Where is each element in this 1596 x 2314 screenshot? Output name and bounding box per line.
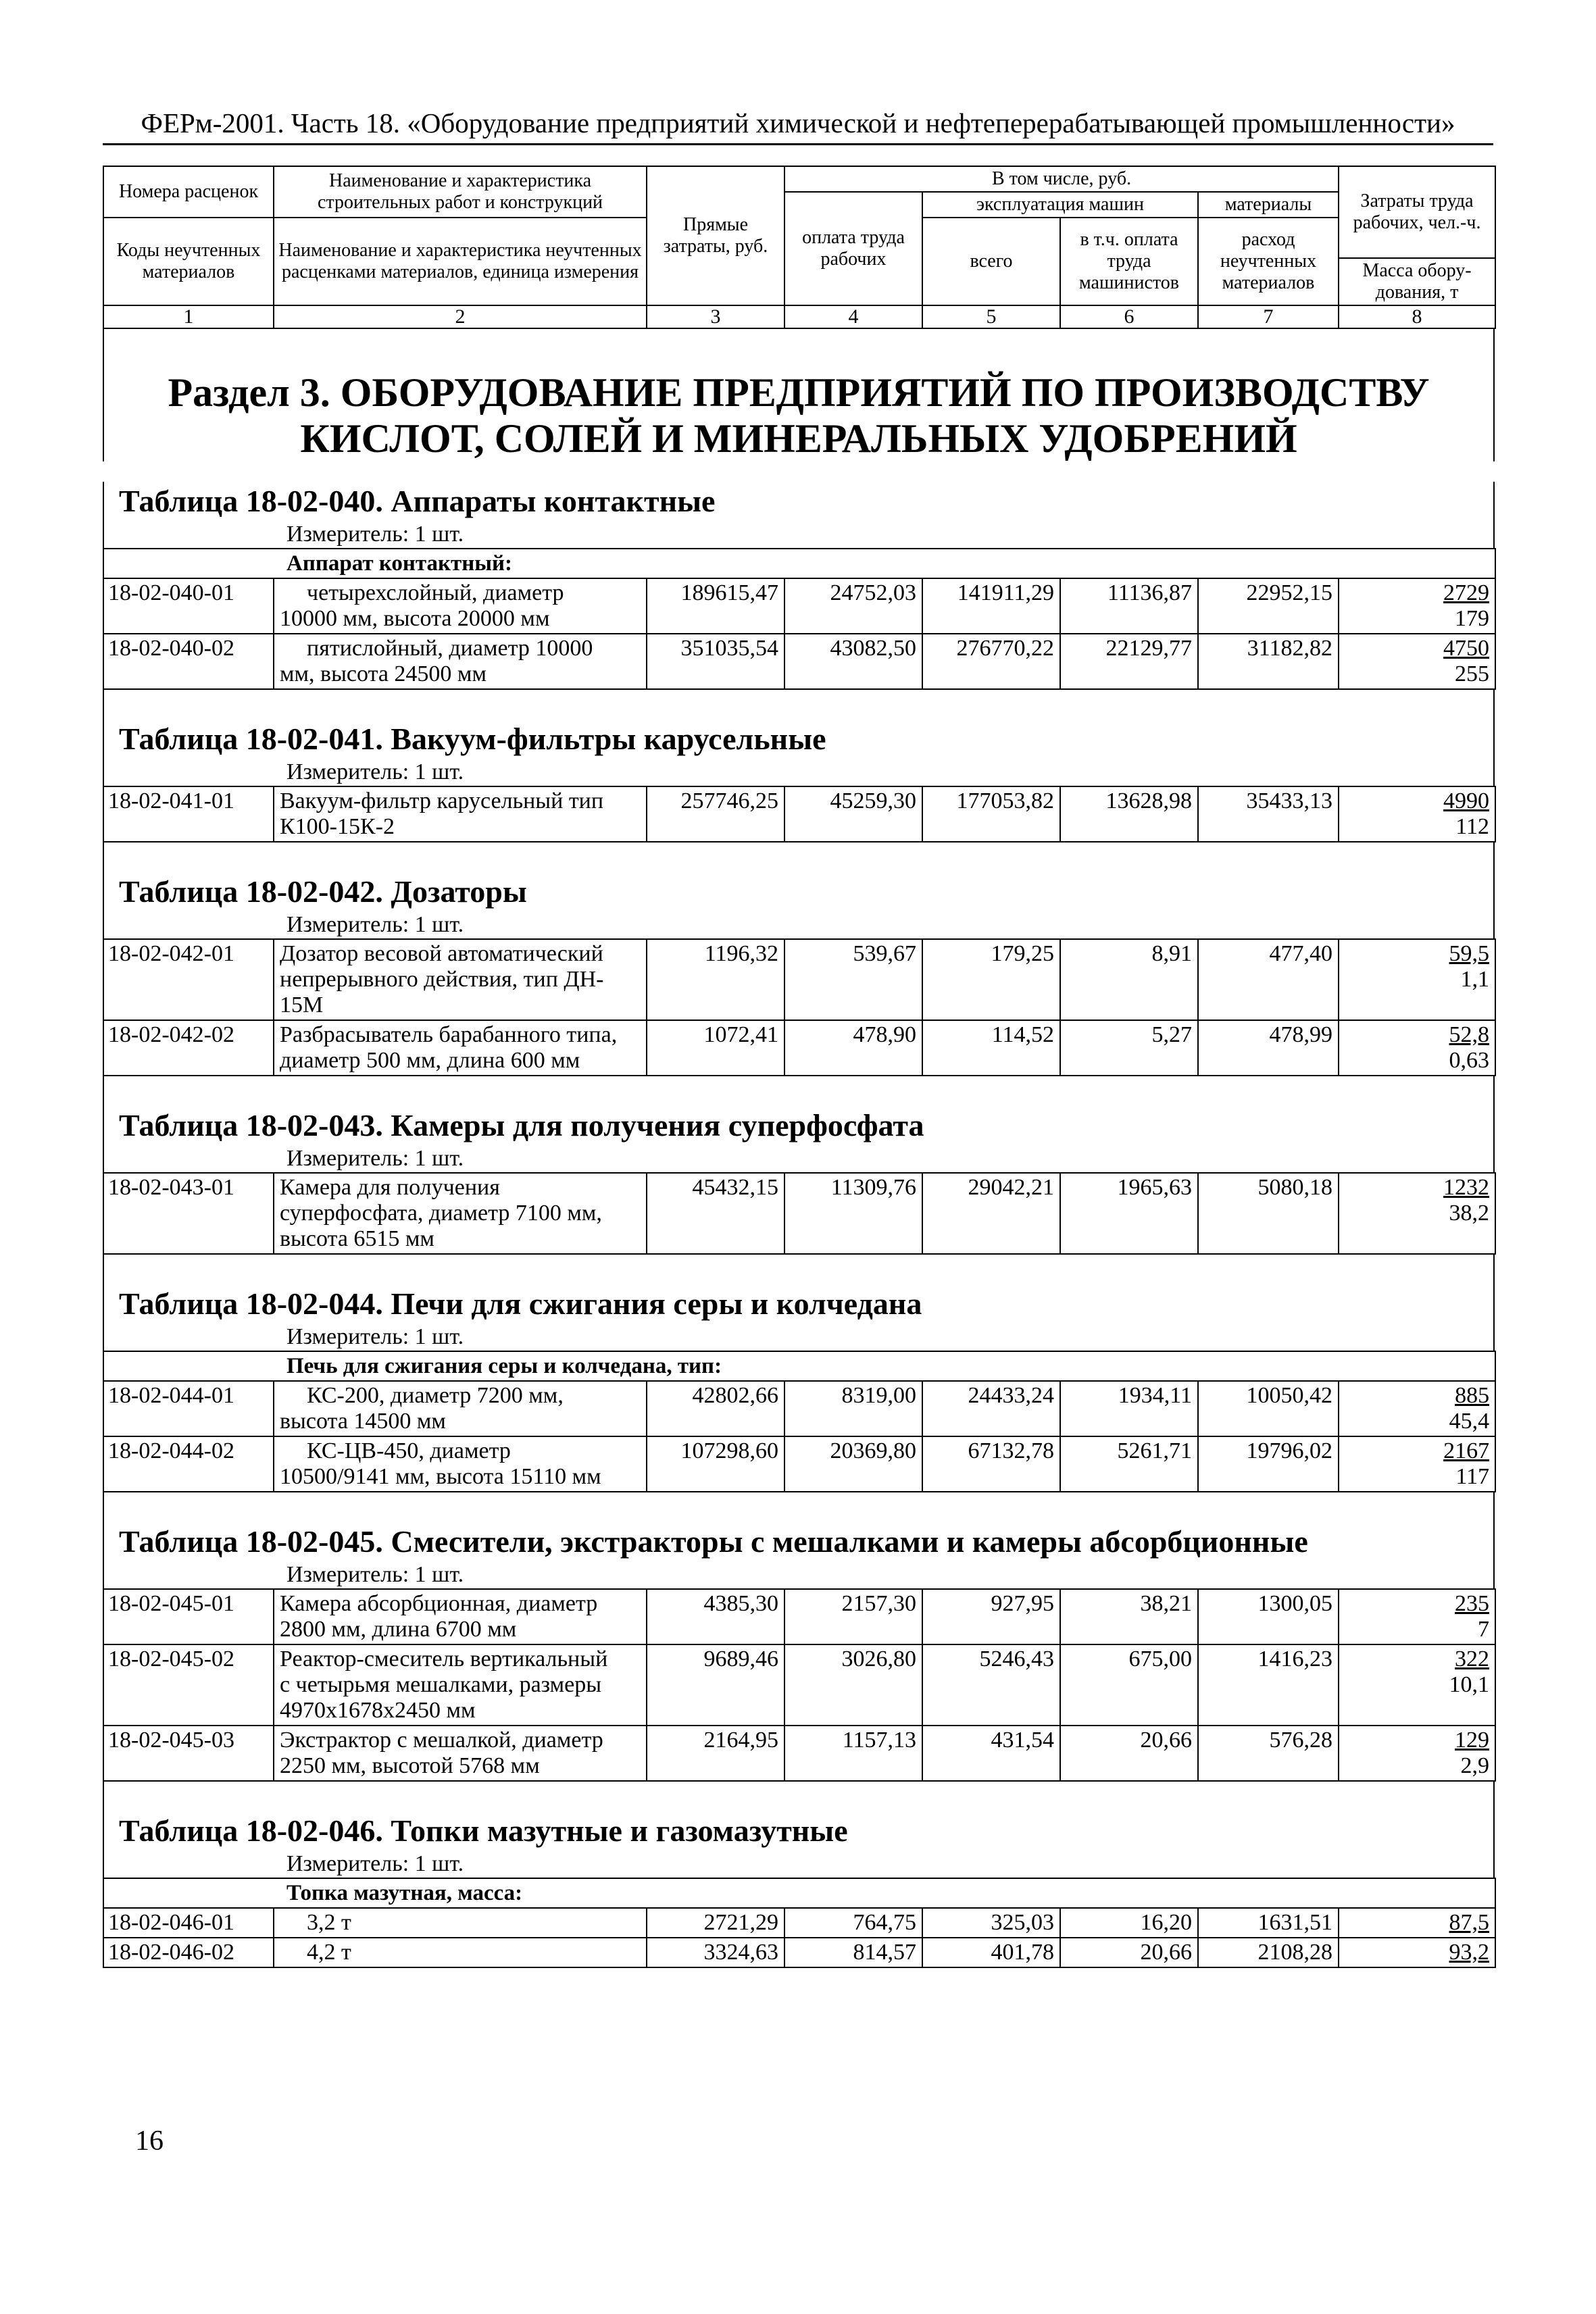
group-row [103,1351,1495,1381]
labor-hours: 322 [1455,1646,1489,1671]
value-c3: 189615,47 [647,578,784,634]
value-c4: 2157,30 [784,1589,922,1644]
value-c4: 45259,30 [784,786,922,842]
col-number: 7 [1198,305,1339,328]
table-row [103,1589,1495,1644]
description-line: с четырьмя мешалками, размеры [280,1672,602,1697]
labor-and-mass [1339,1436,1495,1492]
description-line: 10000 мм, высота 20000 мм [280,606,550,631]
table-row [103,1908,1495,1938]
table-title: Таблица 18-02-046. Топки мазутные и газомазутные [119,1813,848,1848]
value-c7: 1631,51 [1198,1908,1339,1938]
value-c6: 38,21 [1060,1589,1198,1644]
value-c6: 1965,63 [1060,1173,1198,1254]
value-c4: 539,67 [784,939,922,1020]
unit-of-measure: Измеритель: 1 шт. [286,1146,464,1171]
value-c6: 5261,71 [1060,1436,1198,1492]
labor-and-mass [1339,1908,1495,1938]
value-c5: 927,95 [922,1589,1060,1644]
price-table-block [103,1782,1495,1878]
description-line: Камера абсорбционная, диаметр [280,1591,598,1616]
value-c5: 401,78 [922,1938,1060,1967]
table-row [103,1381,1495,1436]
description-line: КС-200, диаметр 7200 мм, [307,1383,564,1408]
section-title-line-2: КИСЛОТ, СОЛЕЙ И МИНЕРАЛЬНЫХ УДОБРЕНИЙ [300,416,1297,461]
rate-code: 18-02-040-01 [103,578,274,634]
price-table-block [103,1255,1495,1351]
labor-hours: 235 [1455,1591,1489,1616]
table-row [103,1644,1495,1726]
value-c4: 478,90 [784,1020,922,1076]
rates-table [103,938,1496,1076]
col-number: 3 [647,305,784,328]
description-line: 2800 мм, длина 6700 мм [280,1617,517,1642]
value-c5: 431,54 [922,1726,1060,1781]
value-c4: 764,75 [784,1908,922,1938]
work-description [274,1908,647,1938]
description-line: четырехслойный, диаметр [307,580,564,605]
value-c3: 107298,60 [647,1436,784,1492]
tables-container [103,482,1495,1968]
value-c3: 45432,15 [647,1173,784,1254]
value-c6: 675,00 [1060,1644,1198,1726]
value-c4: 43082,50 [784,634,922,689]
value-c3: 1072,41 [647,1020,784,1076]
section-block [103,329,1495,461]
group-row [103,549,1495,578]
labor-and-mass [1339,578,1495,634]
equipment-mass: 38,2 [1449,1201,1489,1226]
materials-header: материалы [1198,192,1339,218]
value-c5: 5246,43 [922,1644,1060,1726]
table-row [103,1173,1495,1254]
description-line: мм, высота 24500 мм [280,661,487,686]
including-header: В том числе, руб. [784,166,1339,192]
col-3-header: Прямые затраты, руб. [647,166,784,305]
value-c5: 325,03 [922,1908,1060,1938]
rate-code: 18-02-046-02 [103,1938,274,1967]
value-c5: 179,25 [922,939,1060,1020]
equipment-mass: 2,9 [1460,1753,1489,1778]
table-row [103,1436,1495,1492]
value-c6: 5,27 [1060,1020,1198,1076]
value-c5: 141911,29 [922,578,1060,634]
machines-header: эксплуатация машин [922,192,1198,218]
description-line: Вакуум-фильтр карусельный тип [280,788,604,813]
table-row [103,786,1495,842]
value-c4: 1157,13 [784,1726,922,1781]
value-c6: 8,91 [1060,939,1198,1020]
table-title: Таблица 18-02-043. Камеры для получения суперфосфата [119,1108,924,1142]
work-description [274,578,647,634]
rates-table [103,548,1496,690]
work-description [274,634,647,689]
unit-of-measure: Измеритель: 1 шт. [286,759,464,784]
value-c4: 11309,76 [784,1173,922,1254]
value-c7: 1300,05 [1198,1589,1339,1644]
value-c7: 477,40 [1198,939,1339,1020]
labor-hours: 52,8 [1449,1022,1489,1047]
price-table-block [103,690,1495,786]
section-title [104,370,1493,461]
value-c5: 114,52 [922,1020,1060,1076]
value-c6: 20,66 [1060,1938,1198,1967]
rate-code: 18-02-044-02 [103,1436,274,1492]
col-5-header: всего [922,218,1060,305]
group-label: Печь для сжигания серы и колчедана, тип: [103,1351,1495,1381]
description-line: Дозатор весовой автоматический [280,941,603,966]
value-c7: 10050,42 [1198,1381,1339,1436]
group-label: Аппарат контактный: [103,549,1495,578]
col-1-top-header: Номера расценок [103,166,274,218]
description-line: 4970x1678x2450 мм [280,1698,476,1723]
unit-of-measure: Измеритель: 1 шт. [286,1324,464,1349]
rate-code: 18-02-043-01 [103,1173,274,1254]
description-line: суперфосфата, диаметр 7100 мм, [280,1201,602,1226]
work-description [274,1020,647,1076]
value-c4: 24752,03 [784,578,922,634]
description-line: КС-ЦВ-450, диаметр [307,1438,511,1463]
unit-of-measure: Измеритель: 1 шт. [286,912,464,937]
table-row [103,939,1495,1020]
rate-code: 18-02-042-01 [103,939,274,1020]
value-c7: 5080,18 [1198,1173,1339,1254]
equipment-mass: 179 [1455,606,1490,631]
column-header-table [103,166,1496,329]
value-c7: 19796,02 [1198,1436,1339,1492]
equipment-mass: 45,4 [1449,1409,1490,1434]
labor-hours: 4990 [1443,788,1489,813]
description-line: Реактор-смеситель вертикальный [280,1646,608,1671]
value-c5: 177053,82 [922,786,1060,842]
value-c6: 20,66 [1060,1726,1198,1781]
col-4-header: оплата труда рабочих [784,192,922,305]
col-8-top-header: Затраты труда рабочих, чел.-ч. [1339,166,1495,258]
work-description [274,1938,647,1967]
description-line: 2250 мм, высотой 5768 мм [280,1753,540,1778]
rates-table [103,786,1496,842]
table-row [103,634,1495,689]
description-line: непрерывного действия, тип ДН- [280,967,604,992]
price-table-block [103,1076,1495,1172]
description-line: диаметр 500 мм, длина 600 мм [280,1048,580,1073]
labor-hours: 4750 [1443,636,1490,661]
description-line: К100-15К-2 [280,814,395,839]
table-row [103,1020,1495,1076]
description-line: 3,2 т [307,1910,351,1935]
value-c7: 478,99 [1198,1020,1339,1076]
labor-and-mass [1339,1381,1495,1436]
value-c5: 24433,24 [922,1381,1060,1436]
value-c7: 1416,23 [1198,1644,1339,1726]
group-row [103,1878,1495,1908]
equipment-mass: 7 [1478,1617,1489,1642]
value-c7: 35433,13 [1198,786,1339,842]
work-description [274,1436,647,1492]
value-c7: 31182,82 [1198,634,1339,689]
description-line: 15М [280,992,324,1017]
value-c3: 4385,30 [647,1589,784,1644]
equipment-mass: 112 [1455,814,1489,839]
col-7-header: расход неучтенных материалов [1198,218,1339,305]
value-c7: 576,28 [1198,1726,1339,1781]
value-c7: 22952,15 [1198,578,1339,634]
labor-hours: 129 [1455,1728,1489,1753]
table-row [103,1726,1495,1781]
labor-and-mass [1339,939,1495,1020]
labor-and-mass [1339,1020,1495,1076]
equipment-mass: 117 [1455,1464,1490,1489]
rate-code: 18-02-040-02 [103,634,274,689]
work-description [274,1726,647,1781]
value-c3: 42802,66 [647,1381,784,1436]
labor-hours: 87,5 [1449,1910,1490,1935]
table-title: Таблица 18-02-041. Вакуум-фильтры карусельные [119,722,826,756]
value-c4: 8319,00 [784,1381,922,1436]
work-description [274,1381,647,1436]
value-c5: 67132,78 [922,1436,1060,1492]
unit-of-measure: Измеритель: 1 шт. [286,1851,464,1876]
work-description [274,786,647,842]
description-line: 4,2 т [307,1940,351,1965]
work-description [274,939,647,1020]
value-c3: 2164,95 [647,1726,784,1781]
col-1-bottom-header: Коды неучтенных материалов [103,218,274,305]
value-c7: 2108,28 [1198,1938,1339,1967]
rate-code: 18-02-042-02 [103,1020,274,1076]
page-header: ФЕРм-2001. Часть 18. «Оборудование предприятий химической и нефтеперерабатывающей промышленности» [103,107,1493,145]
labor-hours: 93,2 [1449,1940,1490,1965]
labor-and-mass [1339,1173,1495,1254]
rates-table [103,1172,1496,1255]
description-line: высота 6515 мм [280,1226,434,1251]
value-c4: 814,57 [784,1938,922,1967]
work-description [274,1173,647,1254]
labor-hours: 59,5 [1449,941,1489,966]
description-line: высота 14500 мм [280,1409,446,1434]
rate-code: 18-02-045-03 [103,1726,274,1781]
price-table-block [103,842,1495,938]
labor-hours: 885 [1455,1383,1490,1408]
value-c6: 1934,11 [1060,1381,1198,1436]
rate-code: 18-02-045-02 [103,1644,274,1726]
col-number: 6 [1060,305,1198,328]
col-2-bottom-header: Наименование и характеристика неучтенных расценками материалов, единица измерения [274,218,647,305]
labor-hours: 2167 [1443,1438,1490,1463]
rates-table [103,1351,1496,1492]
section-title-line-1: Раздел 3. ОБОРУДОВАНИЕ ПРЕДПРИЯТИЙ ПО ПРОИЗВОДСТВУ [168,370,1430,415]
value-c3: 2721,29 [647,1908,784,1938]
equipment-mass: 255 [1455,661,1490,686]
sheet [103,166,1495,1968]
page-number: 16 [135,2126,164,2157]
labor-and-mass [1339,634,1495,689]
work-description [274,1589,647,1644]
work-description [274,1644,647,1726]
col-number: 8 [1339,305,1495,328]
col-2-top-header: Наименование и характеристика строительных работ и конструкций [274,166,647,218]
col-number: 4 [784,305,922,328]
value-c3: 1196,32 [647,939,784,1020]
labor-and-mass [1339,786,1495,842]
value-c6: 13628,98 [1060,786,1198,842]
rate-code: 18-02-041-01 [103,786,274,842]
value-c3: 351035,54 [647,634,784,689]
col-8-bottom-header: Масса обору-дования, т [1339,258,1495,305]
description-line: Экстрактор с мешалкой, диаметр [280,1728,603,1753]
value-c6: 16,20 [1060,1908,1198,1938]
value-c3: 257746,25 [647,786,784,842]
description-line: пятислойный, диаметр 10000 [307,636,593,661]
description-line: 10500/9141 мм, высота 15110 мм [280,1464,601,1489]
equipment-mass: 1,1 [1460,967,1489,992]
equipment-mass: 0,63 [1449,1048,1489,1073]
labor-and-mass [1339,1589,1495,1644]
value-c4: 20369,80 [784,1436,922,1492]
value-c5: 29042,21 [922,1173,1060,1254]
table-title: Таблица 18-02-042. Дозаторы [119,874,527,909]
value-c3: 3324,63 [647,1938,784,1967]
col-number: 5 [922,305,1060,328]
price-table-block [103,1492,1495,1588]
col-6-header: в т.ч. оплата труда машинистов [1060,218,1198,305]
price-table-block [103,482,1495,548]
unit-of-measure: Измеритель: 1 шт. [286,1562,464,1587]
unit-of-measure: Измеритель: 1 шт. [286,522,464,547]
labor-hours: 1232 [1443,1175,1489,1200]
table-row [103,1938,1495,1967]
rates-table [103,1588,1496,1782]
col-number: 2 [274,305,647,328]
equipment-mass: 10,1 [1449,1672,1489,1697]
rate-code: 18-02-045-01 [103,1589,274,1644]
labor-and-mass [1339,1726,1495,1781]
labor-hours: 2729 [1443,580,1490,605]
table-row [103,578,1495,634]
value-c4: 3026,80 [784,1644,922,1726]
description-line: Разбрасыватель барабанного типа, [280,1022,618,1047]
group-label: Топка мазутная, масса: [103,1878,1495,1908]
labor-and-mass [1339,1938,1495,1967]
value-c6: 22129,77 [1060,634,1198,689]
table-title: Таблица 18-02-044. Печи для сжигания серы и колчедана [119,1286,922,1321]
table-title: Таблица 18-02-045. Смесители, экстракторы с мешалками и камеры абсорбционные [119,1524,1308,1559]
table-title: Таблица 18-02-040. Аппараты контактные [119,484,716,518]
description-line: Камера для получения [280,1175,500,1200]
value-c6: 11136,87 [1060,578,1198,634]
col-number: 1 [103,305,274,328]
value-c5: 276770,22 [922,634,1060,689]
rate-code: 18-02-046-01 [103,1908,274,1938]
rates-table [103,1878,1496,1968]
rate-code: 18-02-044-01 [103,1381,274,1436]
labor-and-mass [1339,1644,1495,1726]
value-c3: 9689,46 [647,1644,784,1726]
